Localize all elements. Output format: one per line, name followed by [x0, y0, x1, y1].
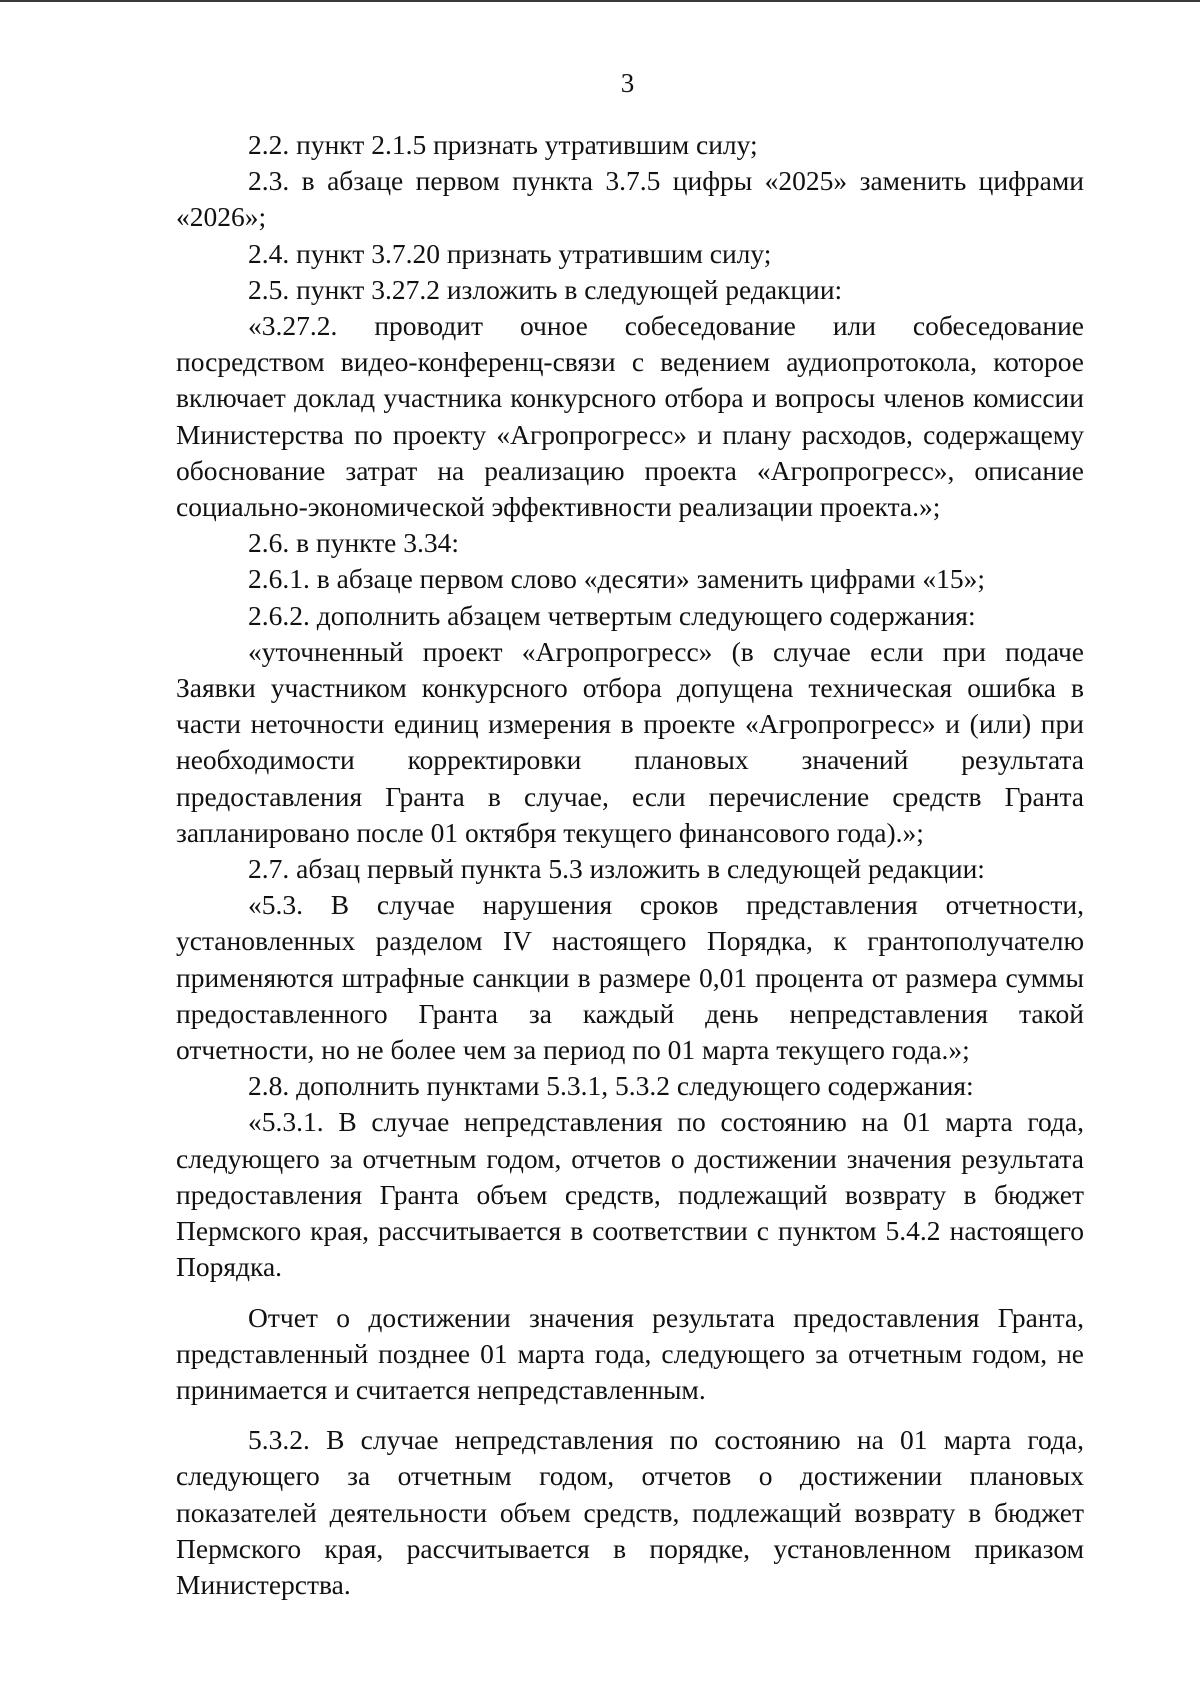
document-body [176, 127, 1084, 1603]
paragraph-report-not-accepted: Отчет о достижении значения результата предоставления Гранта, представленный позднее 01 марта года, следующего за отчетным годом, не принимается и считается непредставленным. [176, 1301, 1084, 1405]
page-number: 3 [620, 68, 635, 98]
paragraph-5-3-1-quote: «5.3.1. В случае непредставления по состоянию на 01 марта года, следующего за отчетным годом, отчетов о достижении значения результата предоставления Гранта объем средств, подлежащий возврату в бюджет Пермского края, рассчитывается в соответствии с пунктом 5.4.2 настоящего Порядка. [176, 1106, 1084, 1283]
paragraph-3-27-2-quote: «3.27.2. проводит очное собеседование или собеседование посредством видео-конференц-связи с ведением аудиопротокола, которое включает доклад участника конкурсного отбора и вопросы членов комиссии Министерства по проекту «Агропрогресс» и плану расходов, содержащему обоснование затрат на реализацию проекта «Агропрогресс», описание социально-экономической эффективности реализации проекта.»; [176, 310, 1084, 523]
paragraph-2-8: 2.8. дополнить пунктами 5.3.1, 5.3.2 следующего содержания: [248, 1070, 974, 1102]
paragraph-agroprogress-quote: «уточненный проект «Агропрогресс» (в случае если при подаче Заявки участником конкурсного отбора допущена техническая ошибка в части неточности единиц измерения в проекте «Агропрогресс» и (или) при необходимости корректировки плановых значений результата предоставления Гранта в случае, если перечисление средств Гранта запланировано после 01 октября текущего финансового года).»; [176, 635, 1084, 848]
paragraph-2-7: 2.7. абзац первый пункта 5.3 изложить в следующей редакции: [248, 853, 985, 885]
paragraph-2-6-2: 2.6.2. дополнить абзацем четвертым следующего содержания: [248, 599, 976, 631]
paragraph-2-5: 2.5. пункт 3.27.2 изложить в следующей редакции: [248, 273, 843, 305]
paragraph-2-2: 2.2. пункт 2.1.5 признать утратившим силу; [248, 129, 758, 160]
paragraph-5-3-quote: «5.3. В случае нарушения сроков представления отчетности, установленных разделом IV настоящего Порядка, к грантополучателю применяются штрафные санкции в размере 0,01 процента от размера суммы предоставленного Гранта за каждый день непредставления такой отчетности, но не более чем за период по 01 марта текущего года.»; [176, 889, 1084, 1066]
paragraph-2-6: 2.6. в пункте 3.34: [248, 527, 460, 559]
paragraph-2-4: 2.4. пункт 3.7.20 признать утратившим силу; [248, 237, 772, 269]
paragraph-2-3: 2.3. в абзаце первом пункта 3.7.5 цифры «2025» заменить цифрами «2026»; [176, 165, 1084, 233]
paragraph-5-3-2: 5.3.2. В случае непредставления по состоянию на 01 марта года, следующего за отчетным годом, отчетов о достижении плановых показателей деятельности объем средств, подлежащий возврату в бюджет Пермского края, рассчитывается в порядке, установленном приказом Министерства. [176, 1424, 1084, 1600]
paragraph-2-6-1: 2.6.1. в абзаце первом слово «десяти» заменить цифрами «15»; [248, 563, 985, 595]
